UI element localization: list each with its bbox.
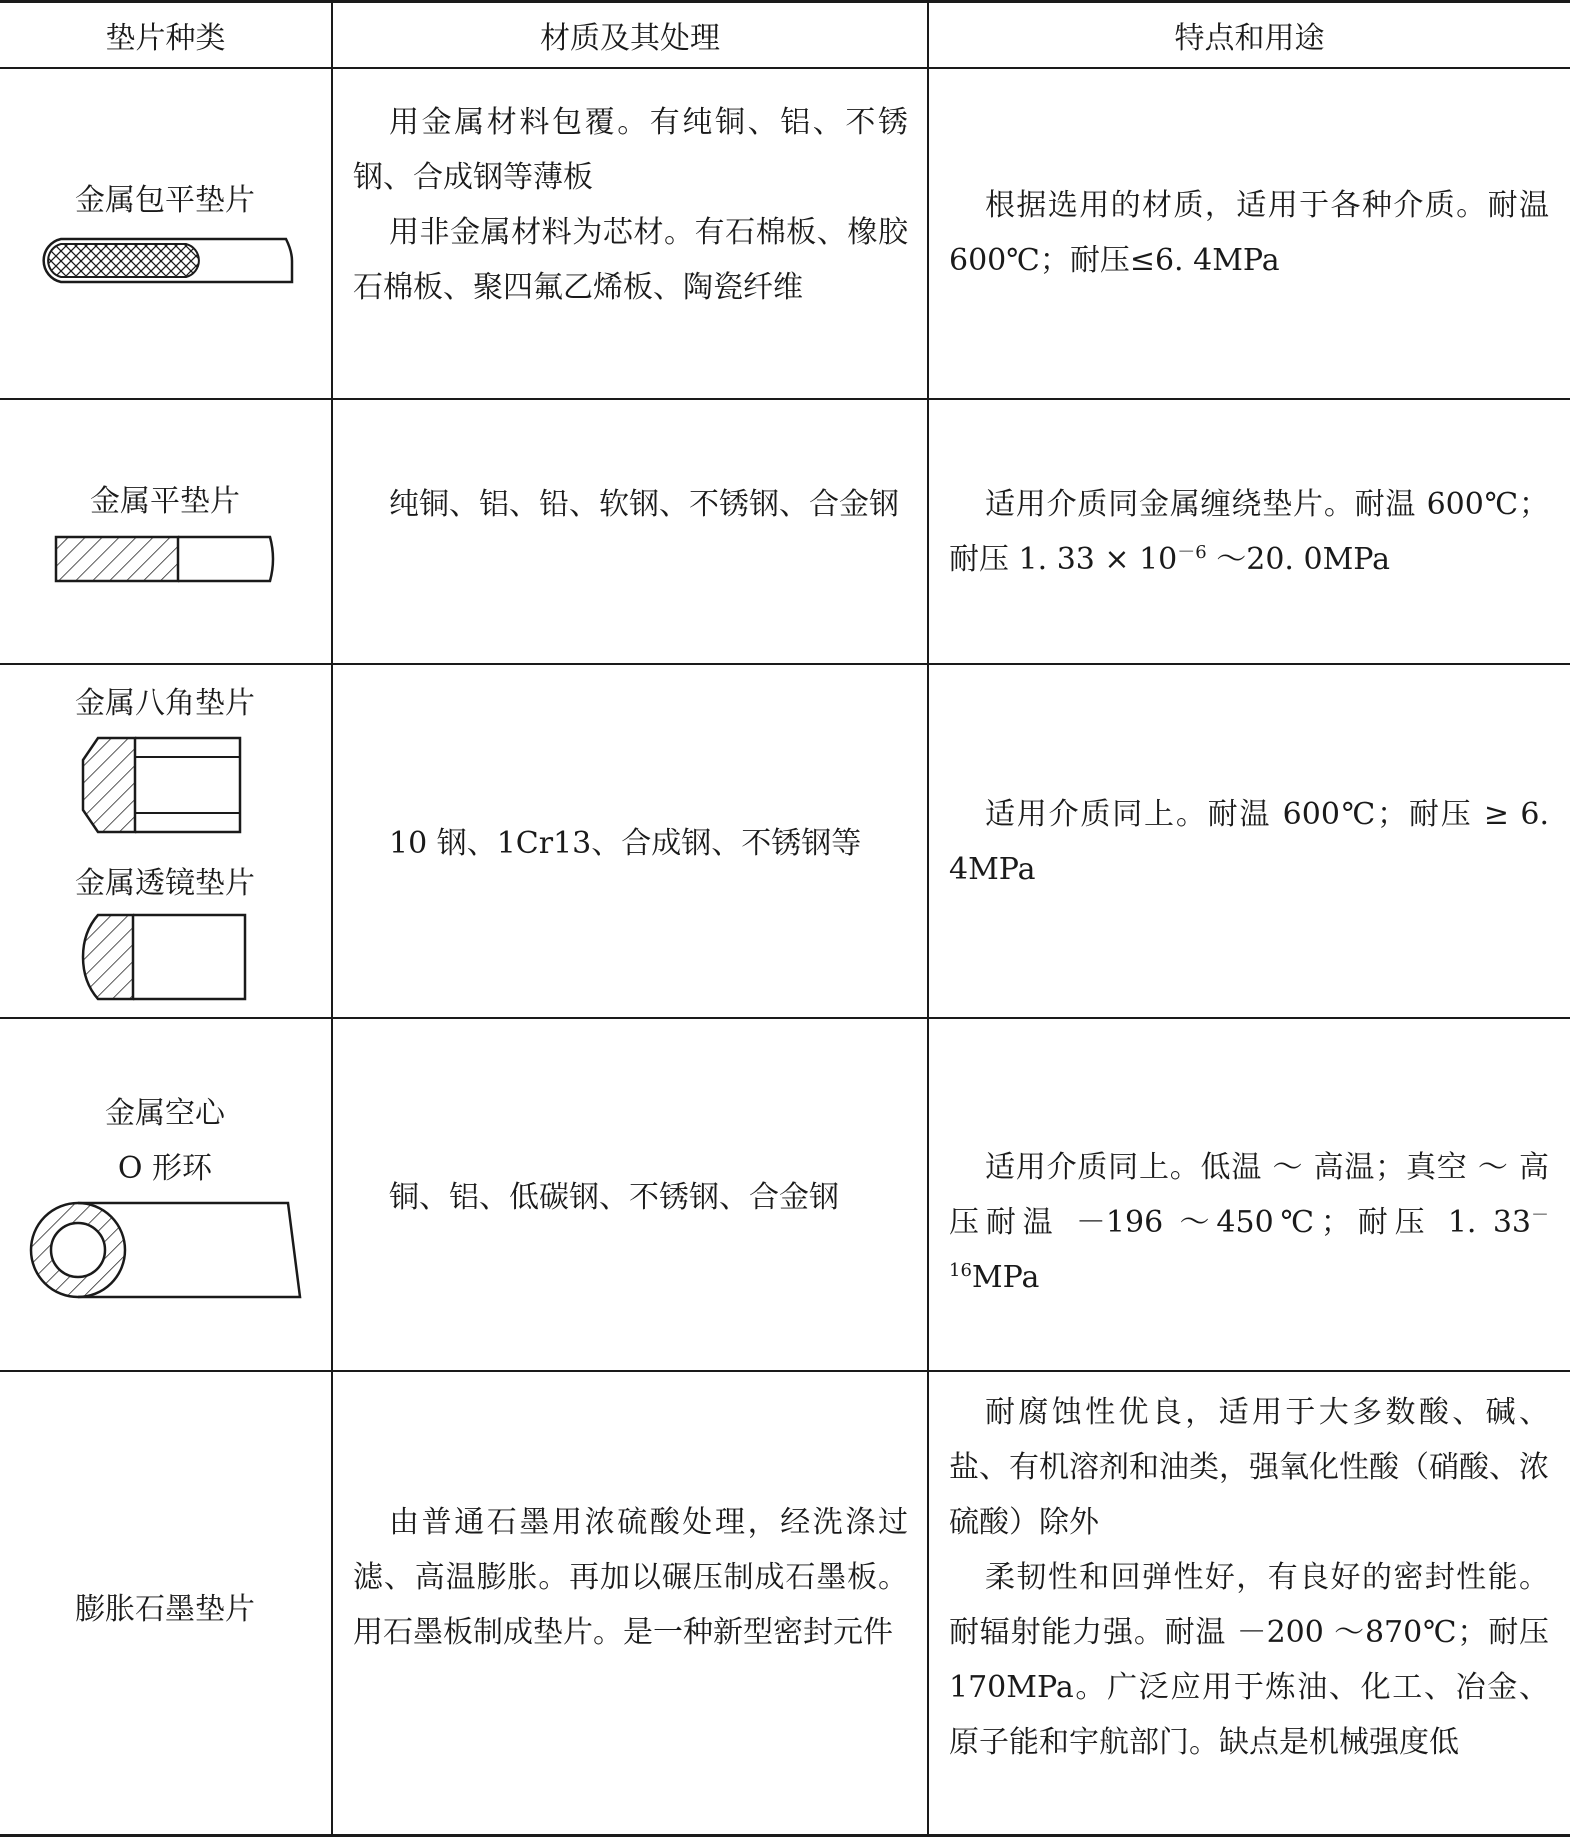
feature-text-tail: ～20. 0MPa	[1206, 542, 1391, 577]
type-name: 金属包平垫片	[75, 183, 255, 218]
material-paragraph: 铜、铝、低碳钢、不锈钢、合金钢	[389, 1180, 839, 1215]
feature-text-tail: MPa	[971, 1260, 1040, 1295]
type-name: O 形环	[117, 1151, 213, 1186]
feature-exponent: －6	[1177, 542, 1207, 563]
type-name: 金属透镜垫片	[75, 866, 255, 901]
type-name: 金属平垫片	[90, 484, 240, 519]
column-divider	[927, 0, 929, 1837]
column-divider	[331, 0, 333, 1837]
table-bottom-border	[0, 1834, 1570, 1837]
type-name: 金属空心	[105, 1096, 225, 1131]
feature-paragraph: 根据选用的材质，适用于各种介质。耐温 600℃；耐压≤6. 4MPa	[949, 188, 1549, 278]
wrapped-flat-gasket-section-icon	[36, 236, 296, 286]
material-text	[353, 816, 908, 871]
feature-text	[949, 178, 1549, 288]
row-divider	[0, 1017, 1570, 1019]
row-divider	[0, 398, 1570, 400]
feature-paragraph	[949, 477, 1549, 587]
hollow-o-ring-section-icon	[28, 1199, 306, 1303]
material-paragraph: 10 钢、1Cr13、合成钢、不锈钢等	[389, 826, 862, 861]
feature-paragraph	[949, 1140, 1549, 1305]
feature-text	[949, 787, 1549, 897]
type-name: 膨胀石墨垫片	[75, 1592, 255, 1627]
feature-text	[949, 477, 1549, 587]
feature-text	[949, 1140, 1549, 1305]
feature-text-main: 适用介质同上。低温 ～ 高温；真空 ～ 高压耐温 －196 ～450℃；耐压 1. 33	[949, 1150, 1549, 1240]
material-paragraph: 用金属材料包覆。有纯铜、铝、不锈钢、合成钢等薄板	[353, 105, 908, 195]
material-paragraph: 纯铜、铝、铅、软钢、不锈钢、合金钢	[389, 487, 899, 522]
feature-paragraph: 柔韧性和回弹性好，有良好的密封性能。耐辐射能力强。耐温 －200 ～870℃；耐压 170MPa。广泛应用于炼油、化工、冶金、原子能和宇航部门。缺点是机械强度低	[949, 1560, 1549, 1760]
octagonal-gasket-section-icon	[80, 735, 255, 835]
feature-text	[949, 1385, 1549, 1770]
feature-paragraph: 耐腐蚀性优良，适用于大多数酸、碱、盐、有机溶剂和油类，强氧化性酸（硝酸、浓硫酸）除外	[949, 1395, 1549, 1540]
type-name: 金属八角垫片	[75, 686, 255, 721]
column-header-type: 垫片种类	[105, 21, 226, 56]
column-header-feature: 特点和用途	[1174, 21, 1325, 56]
feature-text-main: 适用介质同金属缠绕垫片。耐温 600℃；耐压 1. 33 × 10	[949, 487, 1549, 577]
material-paragraph: 由普通石墨用浓硫酸处理，经洗涤过滤、高温膨胀。再加以碾压制成石墨板。用石墨板制成垫片。是一种新型密封元件	[353, 1505, 908, 1650]
material-text	[353, 1170, 908, 1225]
material-text	[353, 1495, 908, 1660]
feature-exponent: －16	[949, 1205, 1549, 1281]
column-header-material: 材质及其处理	[540, 21, 720, 56]
material-text	[353, 477, 908, 532]
flat-metal-gasket-section-icon	[54, 534, 279, 584]
material-paragraph: 用非金属材料为芯材。有石棉板、橡胶石棉板、聚四氟乙烯板、陶瓷纤维	[353, 215, 908, 305]
lens-gasket-section-icon	[80, 912, 255, 1002]
row-divider	[0, 1370, 1570, 1372]
row-divider	[0, 663, 1570, 665]
feature-paragraph: 适用介质同上。耐温 600℃；耐压 ≥ 6. 4MPa	[949, 797, 1549, 887]
material-text	[353, 95, 908, 315]
